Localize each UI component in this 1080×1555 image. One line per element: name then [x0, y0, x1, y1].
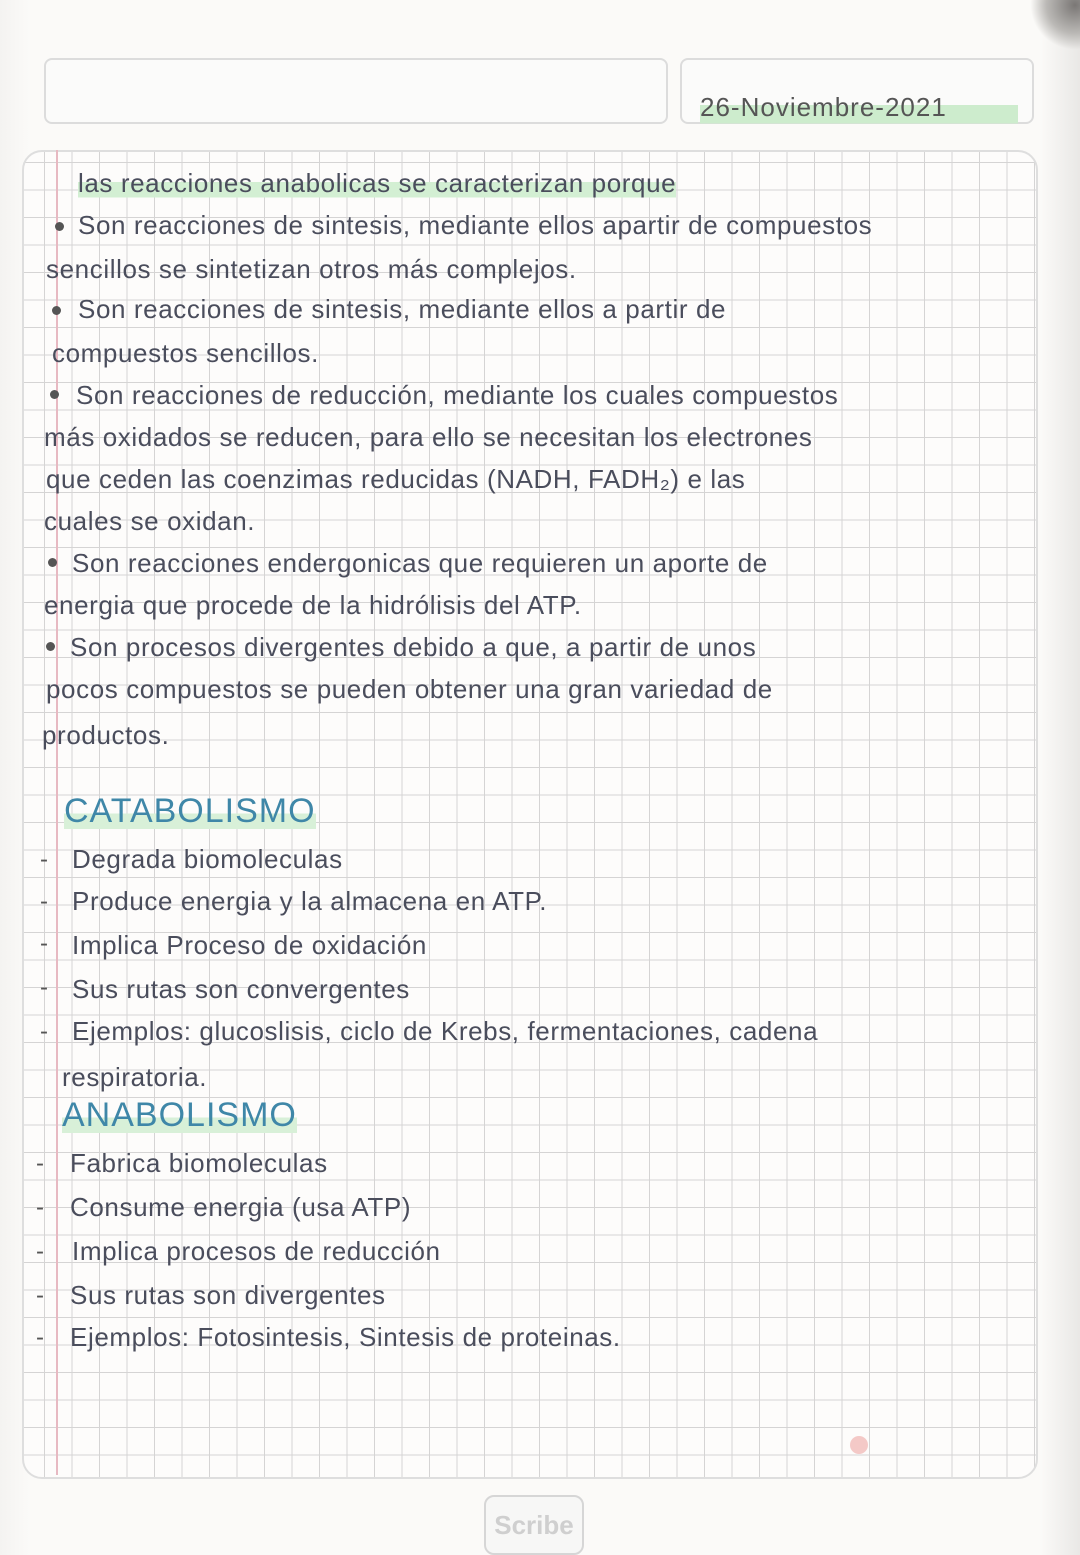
intro-line: compuestos sencillos.	[52, 338, 319, 368]
dash-marker: -	[40, 888, 48, 915]
intro-line: Son reacciones de sintesis, mediante ellos a partir de	[78, 294, 727, 324]
catabolismo-item: Implica Proceso de oxidación	[72, 930, 427, 960]
anabolismo-heading: ANABOLISMO	[62, 1096, 297, 1134]
intro-line: cuales se oxidan.	[44, 506, 256, 536]
dash-marker: -	[36, 1150, 44, 1177]
pink-mark	[850, 1436, 868, 1454]
name-box	[44, 58, 668, 124]
catabolismo-item: Ejemplos: glucoslisis, ciclo de Krebs, fermentaciones, cadena	[72, 1016, 819, 1046]
anabolismo-item: Consume energia (usa ATP)	[70, 1192, 412, 1222]
catabolismo-item: respiratoria.	[62, 1062, 208, 1092]
intro-line: sencillos se sintetizan otros más complejos.	[46, 254, 577, 284]
intro-line: pocos compuestos se pueden obtener una gran variedad de	[46, 674, 773, 704]
intro-line: productos.	[42, 720, 170, 750]
dash-marker: -	[36, 1282, 44, 1309]
bullet-dot	[55, 222, 64, 231]
dash-marker: -	[40, 974, 48, 1001]
bullet-dot	[50, 390, 59, 399]
catabolismo-item: Degrada biomoleculas	[72, 844, 343, 874]
anabolismo-item: Implica procesos de reducción	[72, 1236, 441, 1266]
intro-line: que ceden las coenzimas reducidas (NADH, FADH₂) e las	[46, 464, 746, 494]
anabolismo-item: Fabrica biomoleculas	[70, 1148, 328, 1178]
catabolismo-item: Produce energia y la almacena en ATP.	[72, 886, 548, 916]
bullet-dot	[46, 642, 55, 651]
bullet-dot	[48, 558, 57, 567]
date-text: 26-Noviembre-2021	[700, 92, 1018, 126]
dash-marker: -	[36, 1324, 44, 1351]
catabolismo-item: Sus rutas son convergentes	[72, 974, 410, 1004]
catabolismo-heading: CATABOLISMO	[64, 792, 316, 830]
intro-line: Son reacciones de reducción, mediante los cuales compuestos	[76, 380, 839, 410]
bullet-dot	[52, 306, 61, 315]
intro-line: Son reacciones endergonicas que requieren un aporte de	[72, 548, 768, 578]
dash-marker: -	[40, 1018, 48, 1045]
dash-marker: -	[40, 846, 48, 873]
dash-marker: -	[40, 930, 48, 957]
intro-line: energia que procede de la hidrólisis del ATP.	[44, 590, 582, 620]
dash-marker: -	[36, 1238, 44, 1265]
intro-line: más oxidados se reducen, para ello se necesitan los electrones	[44, 422, 813, 452]
dash-marker: -	[36, 1194, 44, 1221]
scribe-watermark: Scribe	[484, 1495, 584, 1555]
intro-line: Son procesos divergentes debido a que, a partir de unos	[70, 632, 757, 662]
anabolismo-item: Sus rutas son divergentes	[70, 1280, 386, 1310]
intro-title: las reacciones anabolicas se caracterizan porque	[78, 168, 677, 198]
intro-line: Son reacciones de sintesis, mediante ellos apartir de compuestos	[78, 210, 873, 240]
anabolismo-item: Ejemplos: Fotosintesis, Sintesis de proteinas.	[70, 1322, 621, 1352]
